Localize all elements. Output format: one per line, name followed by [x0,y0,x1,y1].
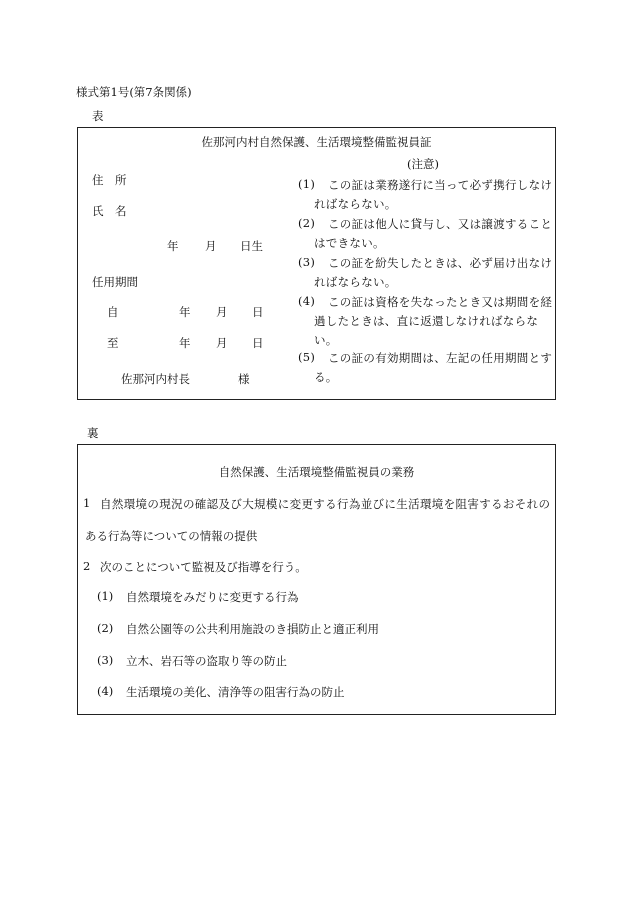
duty-1-line2: ある行為等についての情報の提供 [85,529,258,543]
front-side-label: 表 [92,109,104,123]
note-4-line3: い。 [314,333,338,347]
duty-1-number: 1 [83,496,91,510]
note-2-line2: はできない。 [314,236,385,250]
term-to-month: 月 [216,336,228,350]
issuer-label: 佐那河内村長 [121,372,190,386]
name-label: 氏 名 [92,204,127,218]
note-1-number: (1) [298,177,316,191]
subduty-3-number: (3) [97,653,114,667]
subduty-1-number: (1) [97,589,114,603]
duty-2-number: 2 [83,559,91,573]
back-title: 自然保護、生活環境整備監視員の業務 [218,465,415,479]
note-1-line2: ればならない。 [314,197,397,211]
birth-month-label: 月 [205,239,217,253]
birth-day-label: 日生 [240,239,263,253]
duty-1-line1: 自然環境の現況の確認及び大規模に変更する行為並びに生活環境を阻害するおそれの [100,497,551,511]
notes-title: (注意) [407,157,439,171]
note-3-number: (3) [298,255,316,269]
issuer-honorific: 様 [238,372,250,386]
address-label: 住 所 [92,173,127,187]
note-2-number: (2) [298,216,316,230]
term-from-year: 年 [179,305,191,319]
note-4-line1: この証は資格を失なったとき又は期間を経 [328,295,553,309]
term-from-day: 日 [252,305,264,319]
birth-year-label: 年 [167,239,179,253]
note-3-line2: ればならない。 [314,275,397,289]
note-4-number: (4) [298,294,316,308]
term-label: 任用期間 [92,275,138,289]
note-4-line2: 過したときは、直に返還しなければならな [314,314,539,328]
note-3-line1: この証を紛失したときは、必ず届け出なけ [328,256,553,270]
back-side-label: 裏 [87,426,99,440]
term-to-label: 至 [107,336,119,350]
front-card [77,127,556,400]
term-to-day: 日 [252,336,264,350]
note-5-line1: この証の有効期間は、左記の任用期間とす [328,351,553,365]
subduty-4-text: 生活環境の美化、清浄等の阻害行為の防止 [126,685,345,699]
subduty-2-text: 自然公園等の公共利用施設のき損防止と適正利用 [126,622,379,636]
subduty-2-number: (2) [97,621,114,635]
subduty-1-text: 自然環境をみだりに変更する行為 [126,590,299,604]
subduty-4-number: (4) [97,684,114,698]
note-5-line2: る。 [314,370,338,384]
duty-2-text: 次のことについて監視及び指導を行う。 [100,560,307,574]
note-2-line1: この証は他人に貸与し、又は譲渡すること [328,217,553,231]
subduty-3-text: 立木、岩石等の盗取り等の防止 [126,654,287,668]
note-1-line1: この証は業務遂行に当って必ず携行しなけ [328,178,553,192]
front-title: 佐那河内村自然保護、生活環境整備監視員証 [201,135,432,149]
term-from-month: 月 [216,305,228,319]
term-from-label: 自 [107,305,119,319]
term-to-year: 年 [179,336,191,350]
back-card [77,444,556,715]
form-number: 様式第1号(第7条関係) [76,85,192,99]
note-5-number: (5) [298,350,316,364]
